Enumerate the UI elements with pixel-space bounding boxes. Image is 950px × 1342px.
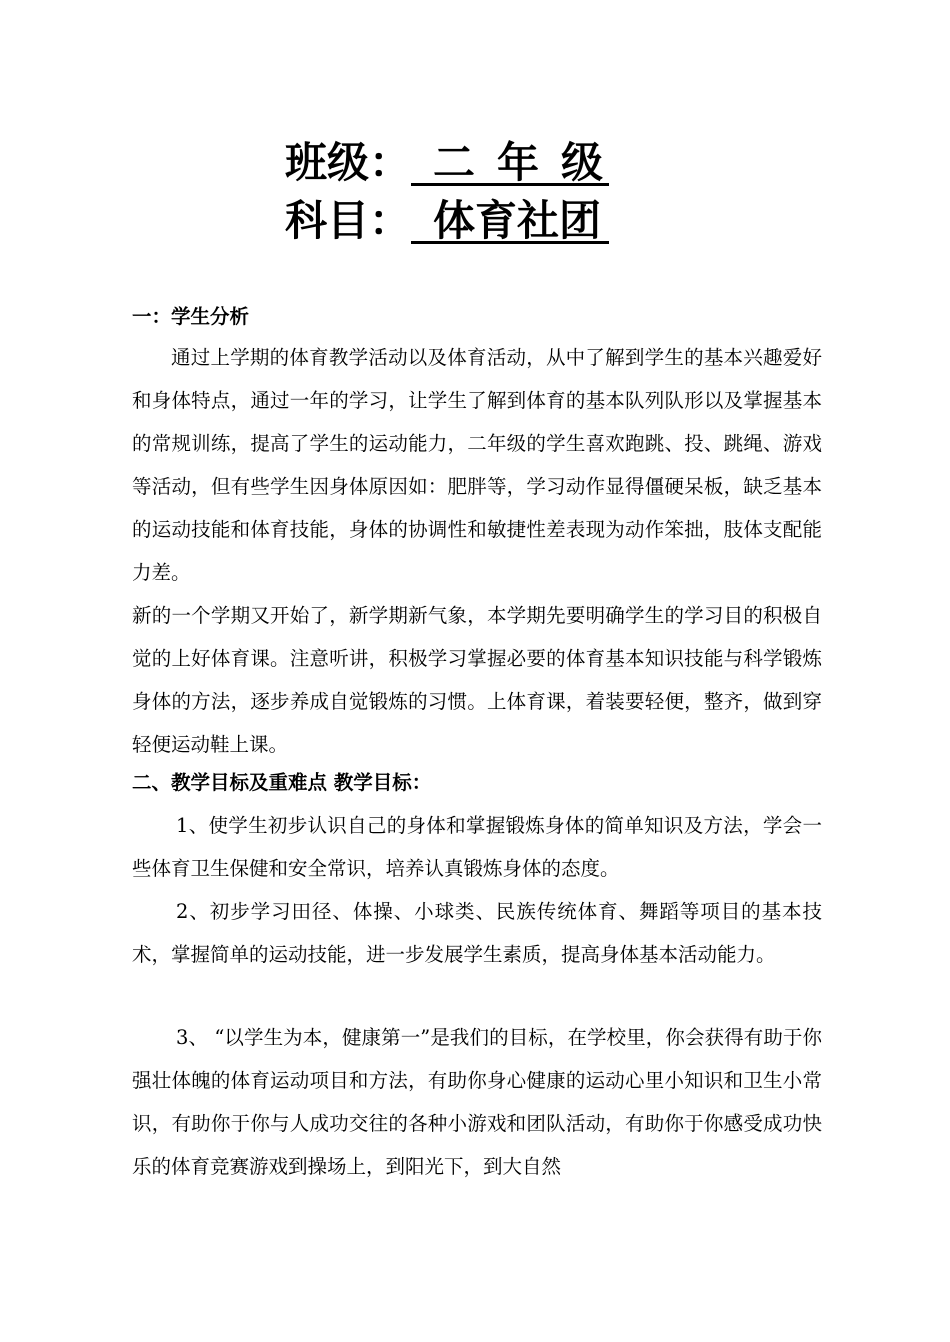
goal-item: 1、使学生初步认识自己的身体和掌握锻炼身体的简单知识及方法，学会一些体育卫生保健和安全常识，培养认真锻炼身体的态度。	[132, 814, 822, 880]
class-value: 二年级	[411, 143, 609, 186]
section1-paragraph: 新的一个学期又开始了，新学期新气象，本学期先要明确学生的学习目的积极自觉的上好体育课。注意听讲，积极学习掌握必要的体育基本知识技能与科学锻炼身体的方法，逐步养成自觉锻炼的习惯。上体育课，着装要轻便，整齐，做到穿轻便运动鞋上课。	[132, 604, 822, 756]
subject-value: 体育社团	[411, 201, 609, 244]
section1-heading: 一：学生分析	[132, 305, 250, 328]
class-title	[285, 138, 626, 188]
goal-item: 2、初步学习田径、体操、小球类、民族传统体育、舞蹈等项目的基本技术，掌握简单的运动技能，进一步发展学生素质，提高身体基本活动能力。	[132, 900, 822, 966]
section2-item-2	[132, 890, 822, 976]
section2-item-1	[132, 804, 822, 890]
section1-body	[132, 336, 822, 766]
section1-paragraph: 通过上学期的体育教学活动以及体育活动，从中了解到学生的基本兴趣爱好和身体特点，通过一年的学习，让学生了解到体育的基本队列队形以及掌握基本的常规训练，提高了学生的运动能力，二年级的学生喜欢跑跳、投、跳绳、游戏等活动，但有些学生因身体原因如：肥胖等，学习动作显得僵硬呆板，缺乏基本的运动技能和体育技能，身体的协调性和敏捷性差表现为动作笨拙，肢体支配能力差。	[132, 346, 822, 584]
section2-heading: 二、教学目标及重难点 教学目标：	[132, 771, 432, 794]
class-label: 班级：	[285, 138, 412, 187]
subject-title	[285, 196, 609, 246]
subject-label: 科目：	[285, 196, 412, 245]
section2-item-3	[132, 1016, 822, 1188]
goal-item: 3、 “以学生为本，健康第一”是我们的目标，在学校里，你会获得有助于你强壮体魄的体育运动项目和方法，有助你身心健康的运动心里小知识和卫生小常识，有助你于你与人成功交往的各种小游戏和团队活动，有助你于你感受成功快乐的体育竞赛游戏到操场上，到阳光下，到大自然	[132, 1026, 822, 1178]
